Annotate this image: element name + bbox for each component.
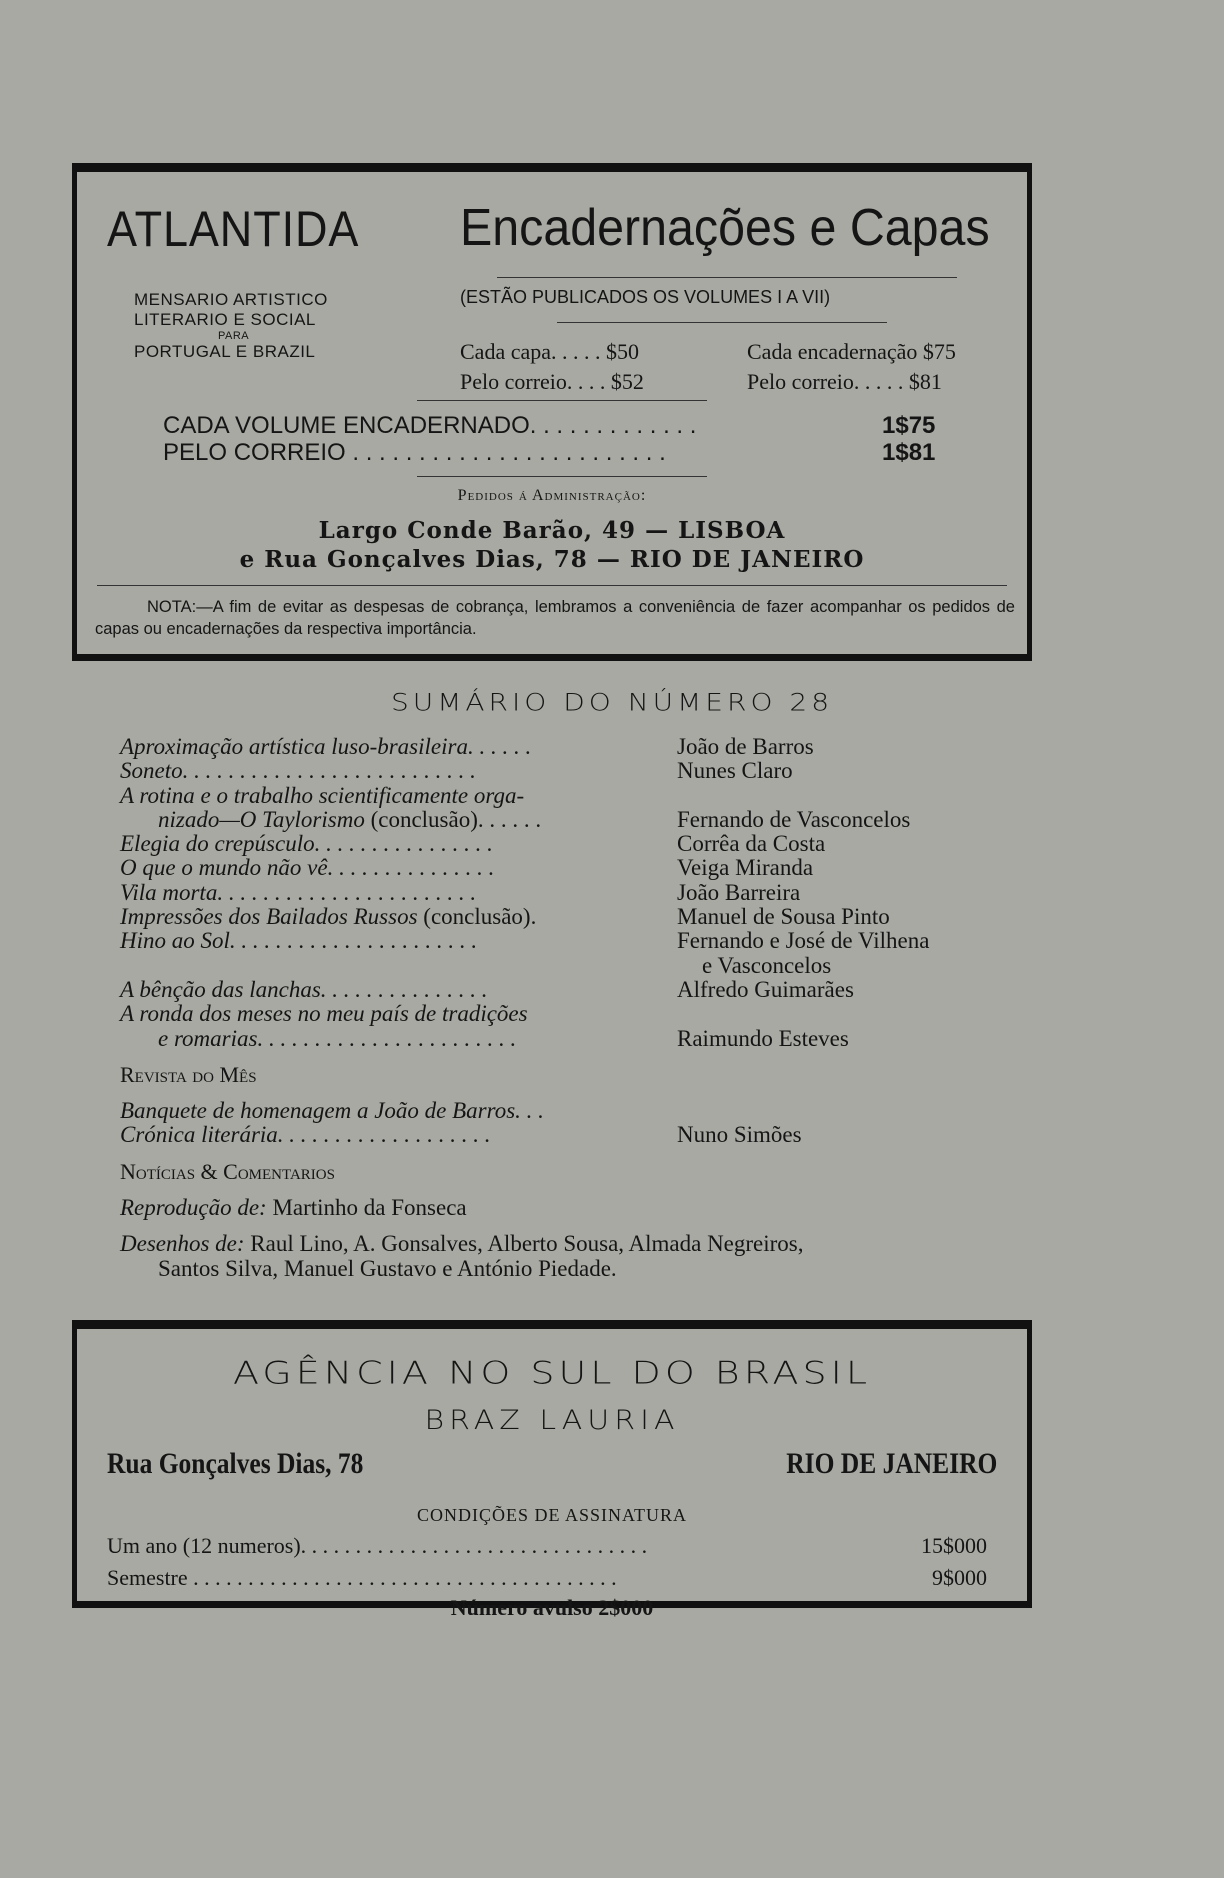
desenhos-value: Raul Lino, A. Gonsalves, Alberto Sousa, Almada Negreiros, [244, 1231, 804, 1257]
divider [497, 277, 957, 278]
noticias-header-row [120, 1160, 1020, 1184]
toc-title [158, 808, 541, 832]
address-lisboa: Largo Conde Barão, 49 — LISBOA [318, 517, 786, 544]
toc-title: A bênção das lanchas. . . . . . . . . . . . . . . [120, 976, 488, 1002]
toc-row [120, 954, 1020, 978]
toc-author: João Barreira [677, 879, 801, 905]
toc-row [120, 735, 1020, 759]
toc-row [120, 832, 1020, 856]
mensario-line3: PORTUGAL E BRAZIL [134, 342, 316, 361]
divider [97, 585, 1007, 586]
toc-author: e Vasconcelos [702, 952, 832, 978]
desenhos-label: Desenhos de: [120, 1231, 245, 1257]
toc-title [120, 905, 536, 929]
toc-author: Corrêa da Costa [677, 831, 826, 857]
toc-title-italic: Impressões dos Bailados Russos [120, 904, 418, 930]
toc-author: Fernando e José de Vilhena [677, 928, 930, 954]
toc-row [120, 1123, 1020, 1147]
toc-title-rest: (conclusão). [417, 904, 537, 930]
volumes-note: (ESTÃO PUBLICADOS OS VOLUMES I A VII) [460, 287, 831, 307]
toc-author: Raimundo Esteves [677, 1025, 849, 1051]
divider [557, 322, 887, 323]
pelo-correio-price: 1$81 [882, 439, 936, 466]
desenhos-line [120, 1232, 804, 1256]
condicoes-title: CONDIÇÕES DE ASSINATURA [416, 1505, 688, 1525]
rio-city: RIO DE JANEIRO [785, 1447, 997, 1480]
address-rio: e Rua Gonçalves Dias, 78 — RIO DE JANEIRO [239, 546, 865, 573]
toc-author: Alfredo Guimarães [677, 976, 854, 1002]
cada-volume-line: CADA VOLUME ENCADERNADO. . . . . . . . . . . . . [163, 412, 697, 439]
revista-header-row [120, 1063, 1020, 1087]
toc-title: Soneto. . . . . . . . . . . . . . . . . . . . . . . . . . [120, 758, 476, 784]
agencia-ad-box [72, 1320, 1032, 1620]
um-ano-row [107, 1533, 987, 1559]
agencia-title: AGÊNCIA NO SUL DO BRASIL [232, 1354, 872, 1392]
encadernacao-prices [747, 337, 956, 397]
toc-row [120, 905, 1020, 929]
reproducao-line [120, 1196, 467, 1220]
reproducao-value: Martinho da Fonseca [266, 1195, 467, 1221]
toc-title: A ronda dos meses no meu país de tradições [120, 1001, 528, 1027]
toc-row [120, 1002, 1020, 1026]
braz-lauria: BRAZ LAURIA [424, 1404, 680, 1437]
mensario-line2: LITERARIO E SOCIAL [134, 310, 316, 329]
mensario-para: PARA [218, 330, 250, 342]
cada-capa-price: Cada capa. . . . . $50 [460, 339, 639, 364]
toc-row [120, 784, 1020, 808]
rua-address: Rua Gonçalves Dias, 78 [107, 1447, 364, 1480]
desenhos-row [120, 1257, 1020, 1281]
um-ano-price: 15$000 [921, 1533, 987, 1558]
pedidos-label: Pedidos á Administração: [457, 487, 647, 504]
toc-author: Nuno Simões [677, 1122, 802, 1148]
desenhos-value-2: Santos Silva, Manuel Gustavo e António Piedade. [158, 1255, 617, 1281]
toc-title: Vila morta. . . . . . . . . . . . . . . . . . . . . . . [120, 879, 477, 905]
toc-row [120, 1027, 1020, 1051]
cada-volume-price: 1$75 [882, 412, 936, 439]
toc-row [120, 978, 1020, 1002]
sumario-title: SUMÁRIO DO NÚMERO 28 [390, 688, 834, 717]
um-ano-label: Um ano (12 numeros). . . . . . . . . . . . . . . . . . . . . . . . . . . . . . . . [107, 1533, 648, 1558]
toc-title: A rotina e o trabalho scientificamente orga- [120, 782, 525, 808]
toc-row [120, 856, 1020, 880]
divider [417, 400, 707, 401]
revista-header: Revista do Mês [120, 1061, 257, 1087]
toc-row [120, 929, 1020, 953]
mensario-line1: MENSARIO ARTISTICO [134, 290, 328, 309]
capa-prices [460, 337, 644, 397]
toc-author: Fernando de Vasconcelos [677, 806, 911, 832]
table-of-contents [120, 735, 1020, 1281]
toc-author: João de Barros [677, 734, 814, 759]
toc-row [120, 808, 1020, 832]
semestre-label: Semestre . . . . . . . . . . . . . . . . . . . . . . . . . . . . . . . . . . . . . . . [107, 1565, 617, 1590]
toc-row [120, 1099, 1020, 1123]
ad-headline: Encadernações e Capas [460, 199, 990, 257]
toc-author: Veiga Miranda [677, 855, 814, 881]
toc-title: Banquete de homenagem a João de Barros. . . [120, 1098, 544, 1124]
reproducao-row [120, 1196, 1020, 1220]
toc-title: Hino ao Sol. . . . . . . . . . . . . . . . . . . . . . [120, 928, 478, 954]
atlantida-ad-box [72, 163, 1032, 661]
correio-capa-price: Pelo correio. . . . $52 [460, 369, 644, 394]
mensario-subtitle [134, 290, 328, 362]
toc-row [120, 881, 1020, 905]
noticias-header: Notícias & Comentarios [120, 1158, 335, 1184]
toc-title: Elegia do crepúsculo. . . . . . . . . . . . . . . . [120, 831, 493, 857]
numero-avulso: Número avulso 2$000 [450, 1595, 654, 1620]
toc-row [120, 759, 1020, 783]
toc-title: e romarias. . . . . . . . . . . . . . . . . . . . . . . [158, 1025, 517, 1051]
toc-title-italic: nizado—O Taylorismo [158, 806, 365, 832]
toc-title: O que o mundo não vê. . . . . . . . . . . . . . . [120, 855, 495, 881]
brand-title: ATLANTIDA [107, 201, 360, 257]
pelo-correio-line: PELO CORREIO . . . . . . . . . . . . . . . . . . . . . . . . [163, 439, 666, 466]
cada-enc-price: Cada encadernação $75 [747, 339, 956, 364]
nota-text: NOTA:—A fim de evitar as despesas de cobrança, lembramos a conveniência de fazer acompanhar os pedidos de capas ou encadernações da respectiva importância. [95, 598, 1015, 638]
reproducao-label: Reprodução de: [120, 1195, 267, 1221]
spacer [120, 1148, 1020, 1160]
correio-enc-price: Pelo correio. . . . . $81 [747, 369, 942, 394]
semestre-row [107, 1565, 987, 1591]
toc-title: Aproximação artística luso-brasileira. . . . . . [120, 734, 532, 759]
toc-author: Nunes Claro [677, 758, 793, 784]
toc-title: Crónica literária. . . . . . . . . . . . . . . . . . . [120, 1122, 491, 1148]
divider [417, 476, 707, 477]
semestre-price: 9$000 [932, 1565, 987, 1590]
toc-title-rest: (conclusão). . . . . . [364, 806, 542, 832]
desenhos-row [120, 1232, 1020, 1256]
toc-author: Manuel de Sousa Pinto [677, 904, 890, 930]
